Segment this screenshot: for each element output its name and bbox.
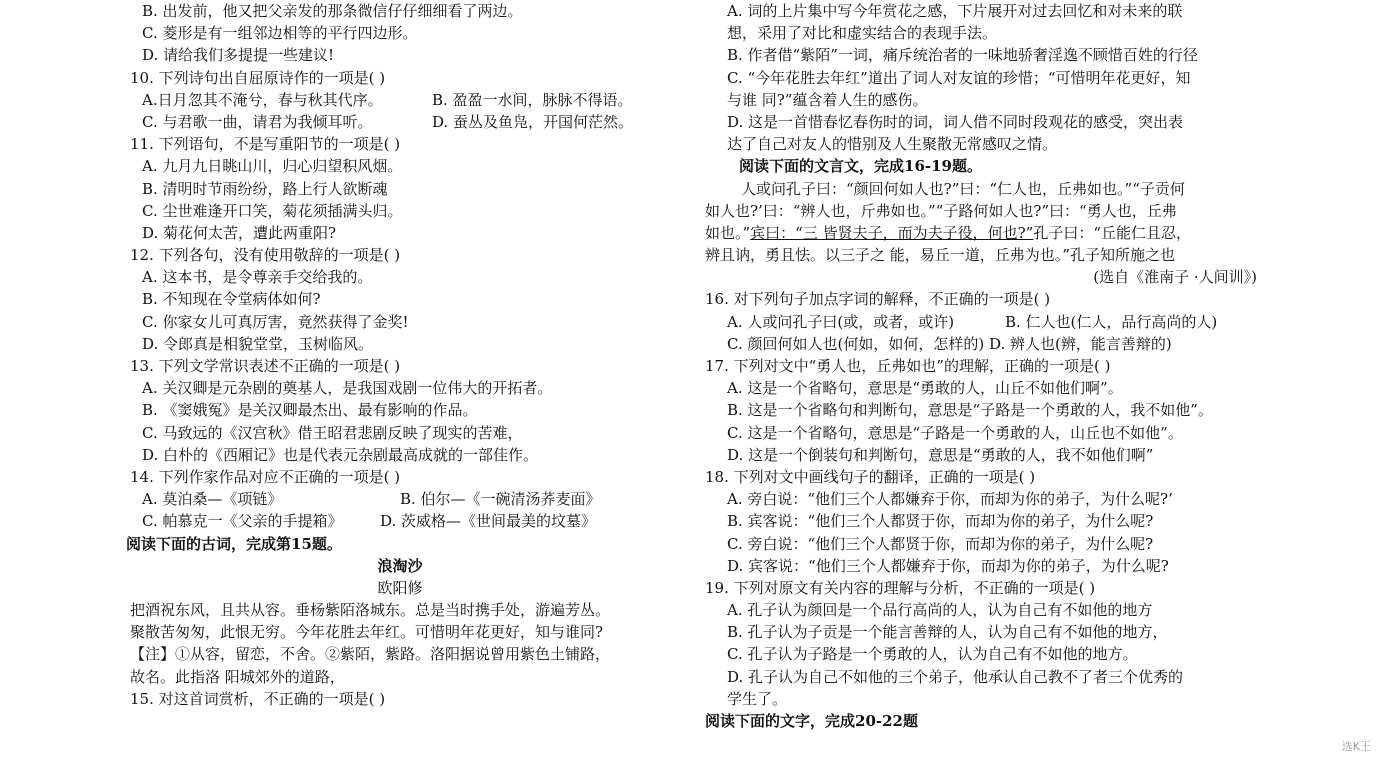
- option-d: D. 蚕丛及鱼凫，开国何茫然。: [432, 112, 634, 131]
- option-line: D. 请给我们多提提一些建议!: [142, 46, 335, 65]
- poem-title: 浪淘沙: [377, 556, 423, 575]
- option-line: A. 这本书，是令尊亲手交给我的。: [142, 268, 373, 287]
- option-line: A. 九月九日眺山川，归心归望积风烟。: [142, 157, 403, 176]
- option-line: D. 宾客说：“他们三个人都嫌弃于你，而却为你的弟子，为什么呢?: [727, 556, 1169, 575]
- right-column: [705, 0, 1275, 732]
- option-line: D. 这是一个倒装句和判断句，意思是“勇敢的人，我不如他们啊”: [727, 445, 1154, 464]
- poem-note: 【注】①从容，留恋，不舍。②紫陌，紫路。洛阳据说曾用紫色土铺路，: [130, 645, 611, 664]
- option-row: [130, 89, 690, 111]
- option-line: D. 孔子认为自己不如他的三个弟子，他承认自己教不了者三个优秀的: [727, 667, 1184, 686]
- option-line: A. 孔子认为颜回是一个品行高尚的人，认为自己有不如他的地方: [727, 601, 1153, 620]
- option-line: D. 这是一首惜春忆春伤时的词，词人借不同时段观花的感受，突出表: [727, 112, 1184, 131]
- option-line: B. 作者借“紫陌”一词，痛斥统治者的一味地骄奢淫逸不顾惜百姓的行径: [727, 46, 1198, 65]
- option-row: [705, 311, 1275, 333]
- option-line: 达了自己对友人的惜别及人生聚散无常感叹之情。: [727, 135, 1058, 154]
- question-13: 13. 下列文学常识表述不正确的一项是( ): [130, 357, 401, 375]
- option-row: [130, 488, 690, 510]
- watermark: 选K王: [1341, 740, 1371, 753]
- passage-line: 辨且讷，勇且怯。以三子之 能，易丘一道，丘弗为也。”孔子知所施之也: [705, 246, 1175, 265]
- option-b: B. 伯尔—《一碗清汤荞麦面》: [400, 490, 601, 509]
- question-14: 14. 下列作家作品对应不正确的一项是( ): [130, 467, 401, 486]
- passage-line: 如人也?’曰：“辨人也，斤弗如也。”“子路何如人也?”曰：“勇人也，丘弗: [705, 201, 1177, 220]
- option-line: C. 你家女儿可真厉害，竟然获得了金奖!: [142, 312, 409, 331]
- section-heading: 阅读下面的文字，完成20-22题: [705, 712, 918, 730]
- poem-author: 欧阳修: [377, 578, 423, 597]
- option-line: C. 这是一个省略句，意思是“子路是一个勇敢的人，山丘也不如他”。: [727, 423, 1183, 442]
- section-heading: 阅读下面的文言文，完成16-19题。: [739, 157, 982, 176]
- option-b: B. 盈盈一水间，脉脉不得语。: [432, 90, 633, 109]
- option-line: D. 令郎真是相貌堂堂，玉树临风。: [142, 334, 374, 353]
- question-12: 12. 下列各句，没有使用敬辞的一项是( ): [130, 246, 401, 265]
- option-line: A. 这是一个省略句，意思是“勇敢的人，山丘不如他们啊”。: [727, 379, 1123, 398]
- option-line: C. 马致远的《汉宫秋》借王昭君悲剧反映了现实的苦难，: [142, 423, 523, 442]
- question-18: 18. 下列对文中画线句子的翻译，正确的一项是( ): [705, 467, 1036, 486]
- option-line: D. 菊花何太苦，遭此两重阳?: [142, 223, 337, 242]
- option-line: A. 词的上片集中写今年赏花之感，下片展开对过去回忆和对未来的联: [727, 2, 1183, 20]
- underlined-sentence: 宾曰：“三 皆贤夫子，而为夫子役，何也?”: [750, 223, 1034, 242]
- left-column: [126, 0, 690, 710]
- question-10: 10. 下列诗句出自屈原诗作的一项是( ): [130, 68, 386, 87]
- option-line: B. 出发前，他又把父亲发的那条微信仔仔细细看了两边。: [142, 2, 523, 20]
- option-line: B. 孔子认为子贡是一个能言善辩的人，认为自己有不如他的地方，: [727, 623, 1168, 642]
- option-c: C. 帕慕克一《父亲的手提箱》: [142, 512, 343, 531]
- option-line: C. “今年花胜去年红”道出了词人对友谊的珍惜；“可惜明年花更好，知: [727, 68, 1191, 87]
- option-line: A. 关汉卿是元杂剧的奠基人，是我国戏剧一位伟大的开拓者。: [142, 379, 553, 398]
- option-line: C. 菱形是有一组邻边相等的平行四边形。: [142, 24, 418, 43]
- option-line: D. 白朴的《西厢记》也是代表元杂剧最高成就的一部佳作。: [142, 445, 539, 464]
- poem-line: 聚散苦匆匆，此恨无穷。今年花胜去年红。可惜明年花更好，知与谁同?: [130, 623, 604, 642]
- passage-line: [705, 222, 1275, 244]
- option-row: [130, 111, 690, 133]
- section-heading: 阅读下面的古词，完成第15题。: [126, 534, 342, 553]
- option-line: B. 不知现在令堂病体如何?: [142, 290, 321, 309]
- option-d: D. 茨威格—《世间最美的坟墓》: [380, 512, 597, 531]
- option-line: B. 宾客说：“他们三个人都贤于你，而却为你的弟子，为什么呢?: [727, 512, 1154, 531]
- option-line: C. 尘世难逢开口笑，菊花须插满头归。: [142, 201, 403, 220]
- question-19: 19. 下列对原文有关内容的理解与分析，不正确的一项是( ): [705, 578, 1096, 597]
- question-15: 15. 对这首词赏析，不正确的一项是( ): [130, 689, 386, 708]
- option-line: C. 旁白说：“他们三个人都贤于你，而却为你的弟子，为什么呢?: [727, 534, 1154, 553]
- option-a: A. 莫泊桑—《项链》: [142, 490, 283, 509]
- option-line: B. 《窦娥冤》是关汉卿最杰出、最有影响的作品。: [142, 401, 478, 420]
- option-a: A. 人或问孔子曰(或，或者，或许): [727, 312, 955, 331]
- poem-line: 把酒祝东风，且共从容。垂杨紫陌洛城东。总是当时携手处，游遍芳丛。: [130, 601, 611, 620]
- option-a: A.日月忽其不淹兮，春与秋其代序。: [142, 90, 383, 109]
- poem-note: 故名。此指洛 阳城郊外的道路，: [130, 667, 345, 686]
- option-line: A. 旁白说：“他们三个人都嫌弃于你，而却为你的弟子，为什么呢?’: [727, 490, 1173, 509]
- option-line: 与谁 同?”蕴含着人生的感伤。: [727, 90, 928, 109]
- option-line: B. 这是一个省略句和判断句，意思是“子路是一个勇敢的人，我不如他”。: [727, 401, 1213, 420]
- option-b: B. 仁人也(仁人，品行高尚的人): [1005, 312, 1218, 331]
- passage-text: 如也。”: [705, 223, 751, 242]
- passage-source: (选自《淮南子 ·人间训》): [1093, 268, 1257, 287]
- question-11: 11. 下列语句，不是写重阳节的一项是( ): [130, 135, 401, 154]
- question-17: 17. 下列对文中“勇人也，丘弗如也”的理解，正确的一项是( ): [705, 357, 1111, 375]
- passage-line: 人或问孔子曰：“颜回何如人也?”曰：“仁人也，丘弗如也。”“子贡何: [741, 179, 1185, 198]
- option-line: C. 孔子认为子路是一个勇敢的人，认为自己有不如他的地方。: [727, 645, 1138, 664]
- option-row: [130, 510, 690, 532]
- option-c: C. 与君歌一曲，请君为我倾耳听。: [142, 112, 373, 131]
- option-line: B. 清明时节雨纷纷，路上行人欲断魂: [142, 179, 388, 198]
- question-16: 16. 对下列句子加点字词的解释，不正确的一项是( ): [705, 290, 1051, 309]
- option-line: 想，采用了对比和虚实结合的表现手法。: [727, 24, 998, 43]
- option-line: C. 颜回何如人也(何如，如何，怎样的) D. 辨人也(辨，能言善辩的): [727, 334, 1172, 353]
- option-line: 学生了。: [727, 689, 788, 708]
- passage-text: 孔子曰：“丘能仁且忍，: [1033, 223, 1191, 242]
